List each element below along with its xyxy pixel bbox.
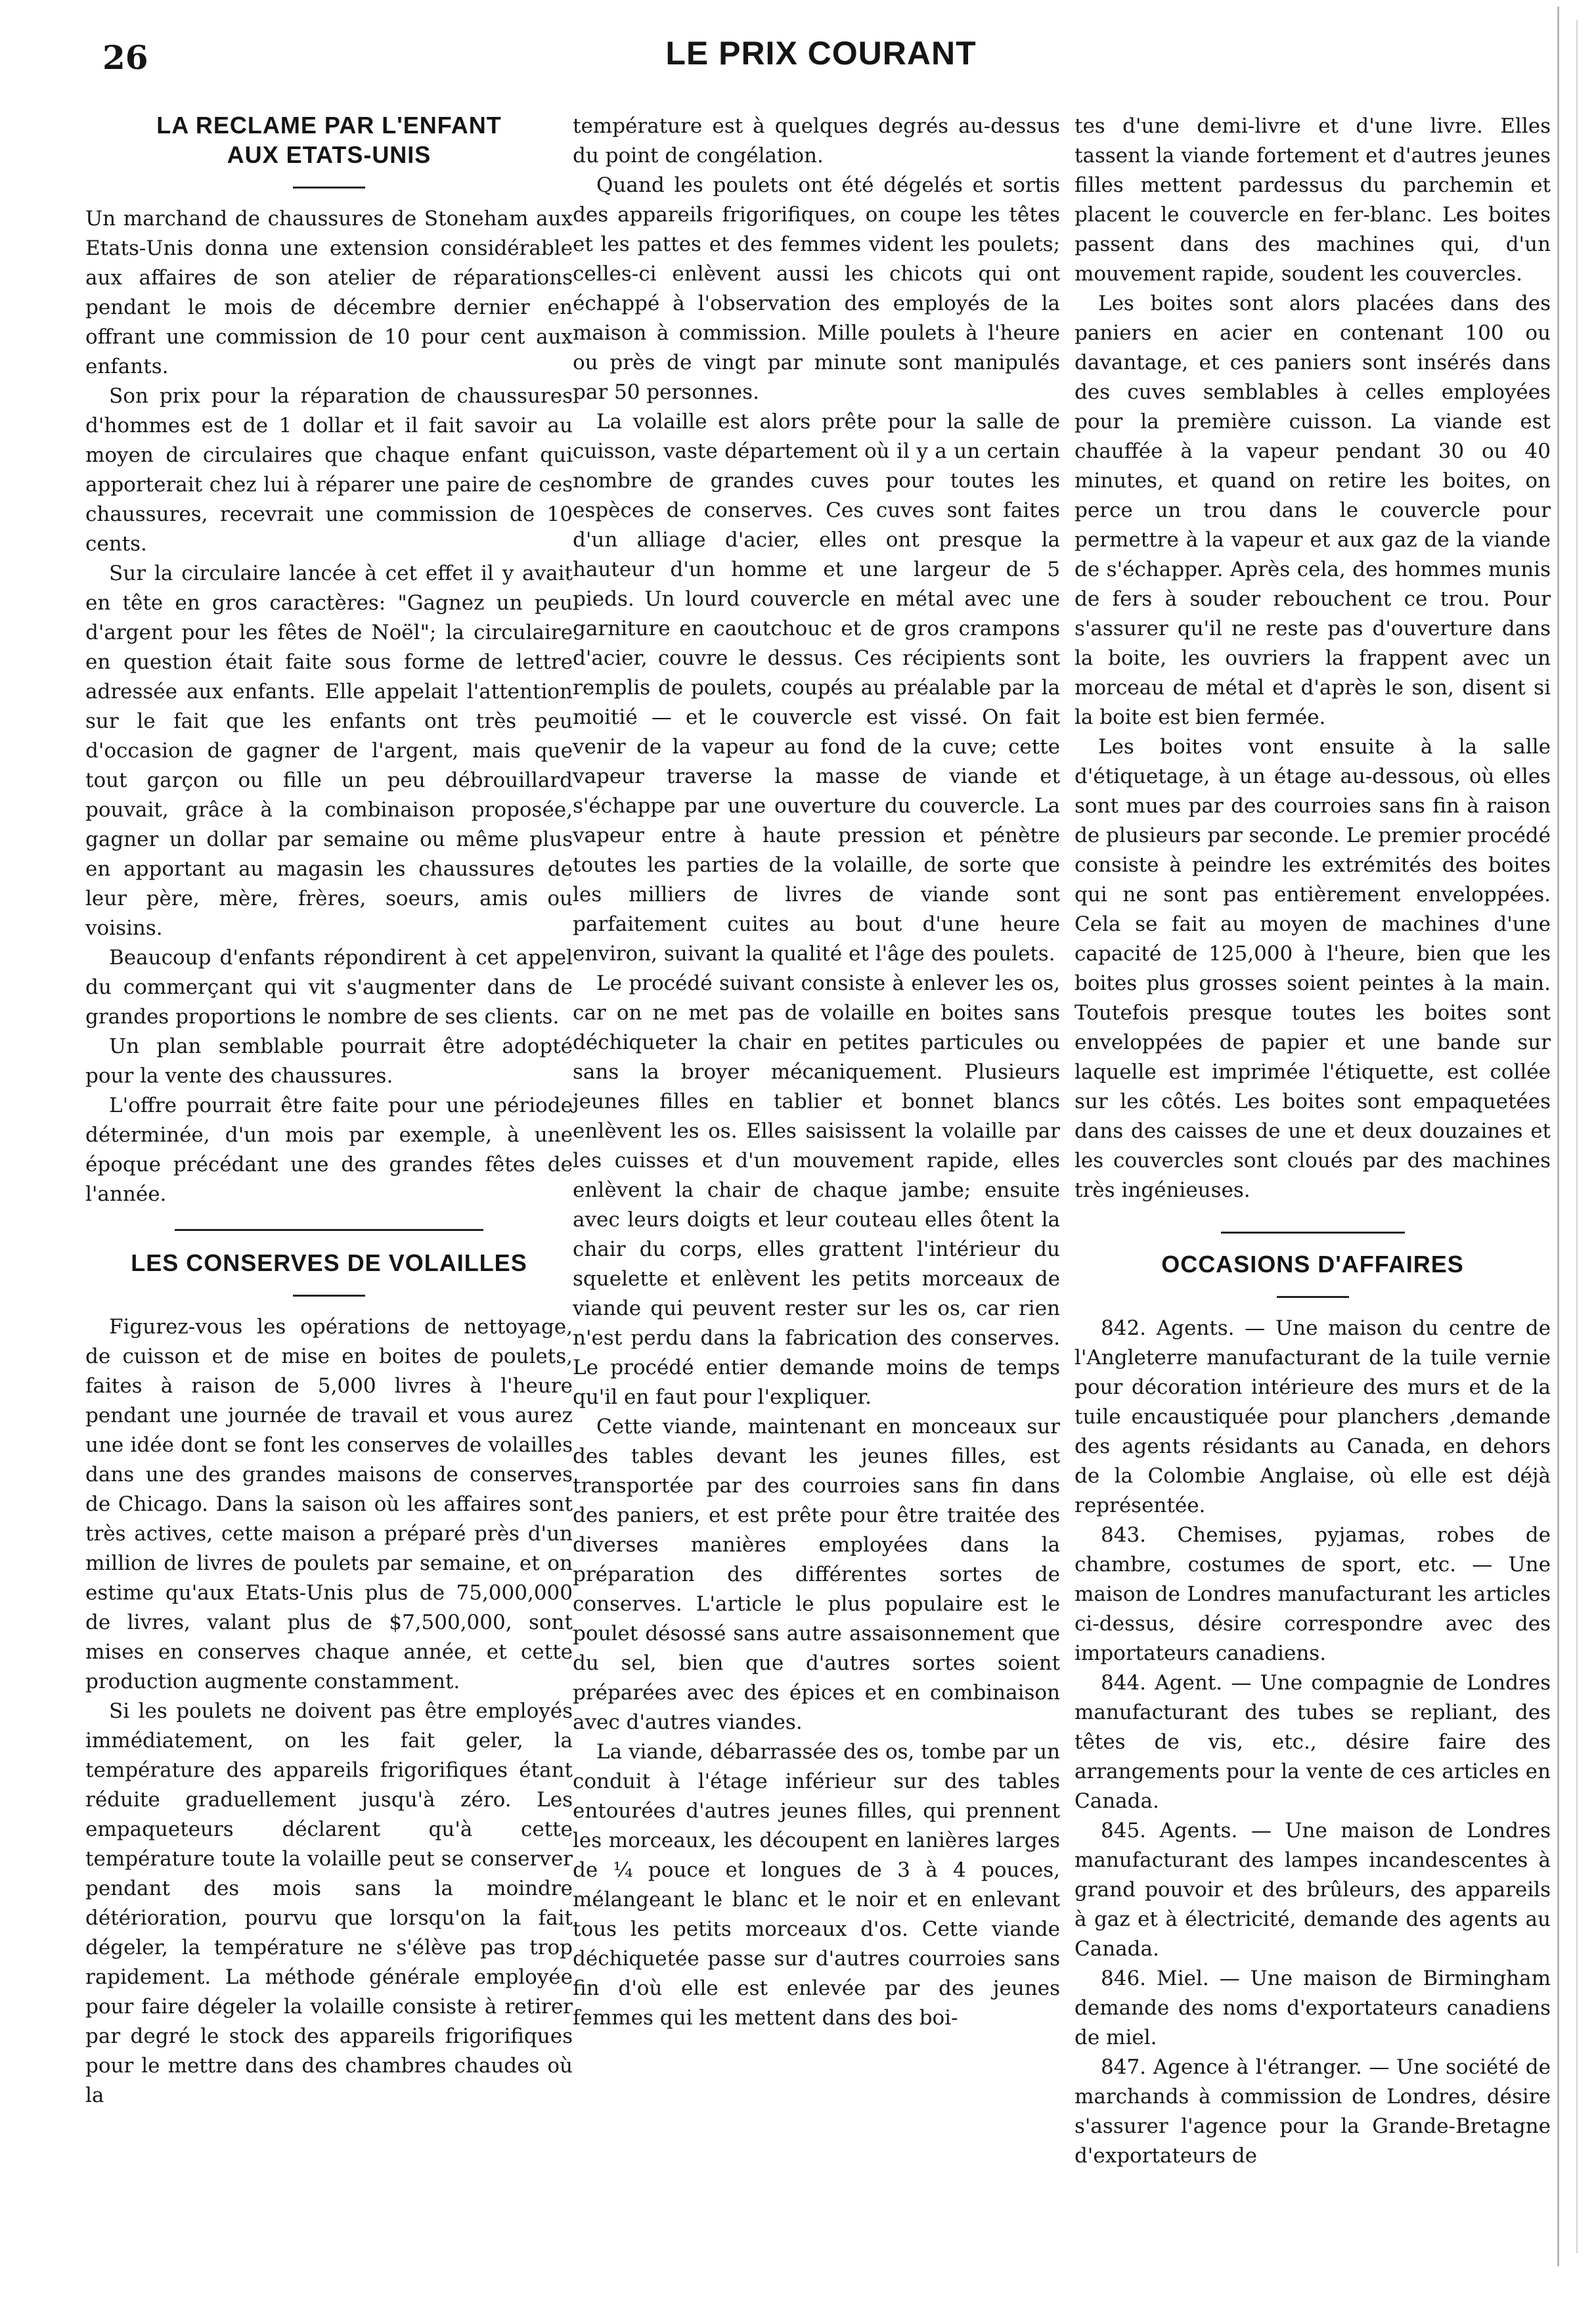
page-edge-shadow bbox=[1557, 7, 1559, 2266]
title-divider bbox=[293, 1295, 365, 1297]
page-edge-line bbox=[1576, 20, 1578, 2253]
article2-paragraph: Si les poulets ne doivent pas être employés immédiatement, on les fait geler, la température des appareils frigorifiques étant réduite graduellement jusqu'à zéro. Les empaqueteurs déclarent qu'à cette température toute la volaille peut se conserver pendant des mois sans la moindre détérioration, pourvu que lorsqu'on la fait dégeler, la température ne s'élève pas trop rapidement. La méthode générale employée pour faire dégeler la volaille consiste à retirer par degré le stock des appareils frigorifiques pour le mettre dans des chambres chaudes où la bbox=[85, 1699, 573, 2107]
page-number: 26 bbox=[102, 38, 148, 77]
article2-paragraph: La viande, débarrassée des os, tombe par un conduit à l'étage inférieur sur des tables entourées d'autres jeunes filles, qui prennent les morceaux, les découpent en lanières larges de ¼ pouce et longues de 3 à 4 pouces, mélangeant le blanc et le noir et en enlevant tous les petits morceaux d'os. Cette viande déchiquetée passe sur d'autres courroies sans fin d'où elle est enlevée par des jeunes femmes qui les mettent dans des boi- bbox=[573, 1740, 1060, 2030]
article1-title-line2: AUX ETATS-UNIS bbox=[227, 141, 432, 168]
article1-paragraph: Beaucoup d'enfants répondirent à cet appel du commerçant qui vit s'augmenter dans de grandes proportions le nombre de ses clients. bbox=[85, 946, 573, 1029]
column-1 bbox=[85, 110, 573, 2110]
column-2 bbox=[573, 112, 1060, 2033]
article2-paragraph: Les boites sont alors placées dans des paniers en acier en contenant 100 ou davantage, et ces paniers sont insérés dans des cuves semblables à celles employées pour la première cuisson. La viande est chauffée à la vapeur pendant 30 ou 40 minutes, et quand on retire les boites, on perce un trou dans le couvercle pour permettre à la vapeur et aux gaz de la viande de s'échapper. Après cela, des hommes munis de fers à souder rebouchent ce trou. Pour s'assurer qu'il ne reste pas d'ouverture dans la boite, les ouvriers la frappent avec un morceau de métal et d'après le son, disent si la boite est bien fermée. bbox=[1075, 292, 1551, 729]
occasion-item: 847. Agence à l'étranger. — Une société de marchands à commission de Londres, désire s'assurer l'agence pour la Grande-Bretagne d'exportateurs de bbox=[1075, 2055, 1551, 2168]
article2-title: LES CONSERVES DE VOLAILLES bbox=[131, 1249, 527, 1276]
article2-paragraph: tes d'une demi-livre et d'une livre. Elles tassent la viande fortement et d'autres jeunes filles mettent pardessus du parchemin et placent le couvercle en fer-blanc. Les boites passent dans des machines qui, d'un mouvement rapide, soudent les couvercles. bbox=[1075, 114, 1551, 286]
article1-paragraph: Un plan semblable pourrait être adopté pour la vente des chaussures. bbox=[85, 1035, 573, 1088]
article2-paragraph: Cette viande, maintenant en monceaux sur des tables devant les jeunes filles, est transportée par des courroies sans fin dans des paniers, et est prête pour être traitée des diverses manières employées dans la préparation des différentes sortes de conserves. L'article le plus populaire est le poulet désossé sans autre assaisonnement que du sel, bien que d'autres sortes soient préparées avec des épices et en combinaison avec d'autres viandes. bbox=[573, 1415, 1060, 1734]
running-title: LE PRIX COURANT bbox=[665, 35, 977, 72]
occasions-title: OCCASIONS D'AFFAIRES bbox=[1161, 1251, 1464, 1278]
article2-paragraph: La volaille est alors prête pour la salle de cuisson, vaste département où il y a un certain nombre de grandes cuves pour toutes les espèces de conserves. Ces cuves sont faites d'un alliage d'acier, elles ont presque la hauteur d'un homme et une largeur de 5 pieds. Un lourd couvercle en métal avec une garniture en caoutchouc et de gros crampons d'acier, couvre le dessus. Ces récipients sont remplis de poulets, coupés au préalable par la moitié — et le couvercle est vissé. On fait venir de la vapeur au fond de la cuve; cette vapeur traverse la masse de viande et s'échappe par une ouverture du couvercle. La vapeur entre à haute pression et pénètre toutes les parties de la volaille, de sorte que les milliers de livres de viande sont parfaitement cuites au bout d'une heure environ, suivant la qualité et l'âge des poulets. bbox=[573, 410, 1060, 966]
article1-paragraph: Un marchand de chaussures de Stoneham aux Etats-Unis donna une extension considérable aux affaires de son atelier de réparations pendant le mois de décembre dernier en offrant une commission de 10 pour cent aux enfants. bbox=[85, 207, 573, 378]
article2-paragraph: Figurez-vous les opérations de nettoyage, de cuisson et de mise en boites de poulets, faites à raison de 5,000 livres à l'heure pendant une journée de travail et vous aurez une idée dont se font les conserves de volailles dans une des grandes maisons de conserves de Chicago. Dans la saison où les affaires sont très actives, cette maison a préparé près d'un million de livres de poulets par semaine, et on estime qu'aux Etats-Unis plus de 75,000,000 de livres, valant plus de $7,500,000, sont mises en conserves chaque année, et cette production augmente constamment. bbox=[85, 1315, 573, 1693]
occasion-item: 846. Miel. — Une maison de Birmingham demande des noms d'exportateurs canadiens de miel. bbox=[1075, 1967, 1551, 2049]
article1-paragraph: Son prix pour la réparation de chaussures d'hommes est de 1 dollar et il fait savoir au moyen de circulaires que chaque enfant qui apporterait chez lui à réparer une paire de ces chaussures, recevrait une commission de 10 cents. bbox=[85, 384, 573, 556]
article1-paragraph: Sur la circulaire lancée à cet effet il y avait en tête en gros caractères: "Gagnez un peu d'argent pour les fêtes de Noël"; la circulaire en question était faite sous forme de lettre adressée aux enfants. Elle appelait l'attention sur le fait que les enfants ont très peu d'occasion de gagner de l'argent, mais que tout garçon ou fille un peu débrouillard pouvait, grâce à la combinaison proposée, gagner un dollar par semaine ou même plus en apportant au magasin les chaussures de leur père, mère, frères, soeurs, amis ou voisins. bbox=[85, 562, 573, 940]
title-divider bbox=[293, 187, 365, 189]
article1-title-line1: LA RECLAME PAR L'ENFANT bbox=[156, 112, 502, 139]
occasion-item: 843. Chemises, pyjamas, robes de chambre, costumes de sport, etc. — Une maison de Londres manufacturant les articles ci-dessus, désire correspondre avec des importateurs canadiens. bbox=[1075, 1523, 1551, 1665]
occasion-item: 844. Agent. — Une compagnie de Londres manufacturant des tubes se repliant, des têtes de vis, etc., désire faire des arrangements pour la vente de ces articles en Canada. bbox=[1075, 1671, 1551, 1813]
article-separator bbox=[1221, 1232, 1405, 1234]
article2-paragraph: température est à quelques degrés au-dessus du point de congélation. bbox=[573, 114, 1060, 167]
article1-paragraph: L'offre pourrait être faite pour une période déterminée, d'un mois par exemple, à une époque précédant une des grandes fêtes de l'année. bbox=[85, 1094, 573, 1206]
article2-paragraph: Les boites vont ensuite à la salle d'étiquetage, à un étage au-dessous, où elles sont mues par des courroies sans fin à raison de plusieurs par seconde. Le premier procédé consiste à peindre les extrémités des boites qui ne sont pas entièrement enveloppées. Cela se fait au moyen de machines d'une capacité de 125,000 à l'heure, bien que les boites plus grosses soient peintes à la main. Toutefois presque toutes les boites sont enveloppées de papier et une bande sur laquelle est imprimée l'étiquette, est collée sur les côtés. Les boites sont empaquetées dans des caisses de une et deux douzaines et les couvercles sont cloués par des machines très ingénieuses. bbox=[1075, 735, 1551, 1202]
occasions-list bbox=[1075, 1314, 1551, 2171]
title-divider bbox=[1277, 1296, 1349, 1298]
column-3 bbox=[1075, 112, 1551, 2171]
occasion-item: 845. Agents. — Une maison de Londres manufacturant des lampes incandescentes à grand pouvoir et des brûleurs, des appareils à gaz et à électricité, demande des agents au Canada. bbox=[1075, 1819, 1551, 1961]
article2-paragraph: Le procédé suivant consiste à enlever les os, car on ne met pas de volaille en boites sans déchiqueter la chair en petites particules ou sans la broyer mécaniquement. Plusieurs jeunes filles en tablier et bonnet blancs enlèvent les os. Elles saisissent la volaille par les cuisses et d'un mouvement rapide, elles enlèvent la chair de chaque jambe; ensuite avec leurs doigts et leur couteau elles ôtent la chair du corps, elles grattent l'intérieur du squelette et enlèvent les petits morceaux de viande qui peuvent rester sur les os, car rien n'est perdu dans la fabrication des conserves. Le procédé entier demande moins de temps qu'il en faut pour l'expliquer. bbox=[573, 971, 1060, 1409]
article2-paragraph: Quand les poulets ont été dégelés et sortis des appareils frigorifiques, on coupe les têtes et les pattes et des femmes vident les poulets; celles-ci enlèvent aussi les chicots qui ont échappé à l'observation des employés de la maison à commission. Mille poulets à l'heure ou près de vingt par minute sont manipulés par 50 personnes. bbox=[573, 173, 1060, 404]
occasion-item: 842. Agents. — Une maison du centre de l'Angleterre manufacturant de la tuile vernie pour décoration intérieure des murs et de la tuile encaustiquée pour planchers ,demande des agents résidants au Canada, en dehors de la Colombie Anglaise, où elle est déjà représentée. bbox=[1075, 1316, 1551, 1517]
article-separator bbox=[175, 1229, 483, 1231]
